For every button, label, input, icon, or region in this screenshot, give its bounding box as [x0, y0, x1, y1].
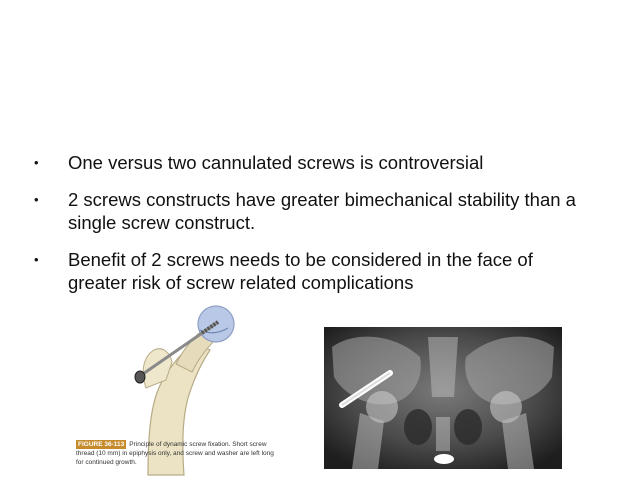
figure-caption-text: Principle of dynamic screw fixation. Short screw thread (10 mm) in epiphysis only, and screw and washer are left long for continued growth.: [76, 441, 274, 466]
bullet-item: [34, 151, 594, 174]
bullet-item: [34, 188, 594, 234]
bullet-dot: •: [34, 252, 39, 267]
figure-label: FIGURE 36-113: [78, 441, 125, 448]
bullet-text: One versus two cannulated screws is controversial: [68, 152, 484, 173]
bullet-text: Benefit of 2 screws needs to be considered in the face of greater risk of screw related complications: [68, 249, 533, 293]
bullet-list: [34, 151, 594, 308]
pelvis-xray-image: [324, 327, 562, 469]
bullet-dot: •: [34, 192, 39, 207]
bullet-dot: •: [34, 155, 39, 170]
figure-caption: [76, 440, 281, 467]
bullet-item: [34, 248, 594, 294]
bullet-text: 2 screws constructs have greater bimechanical stability than a single screw construct.: [68, 189, 576, 233]
